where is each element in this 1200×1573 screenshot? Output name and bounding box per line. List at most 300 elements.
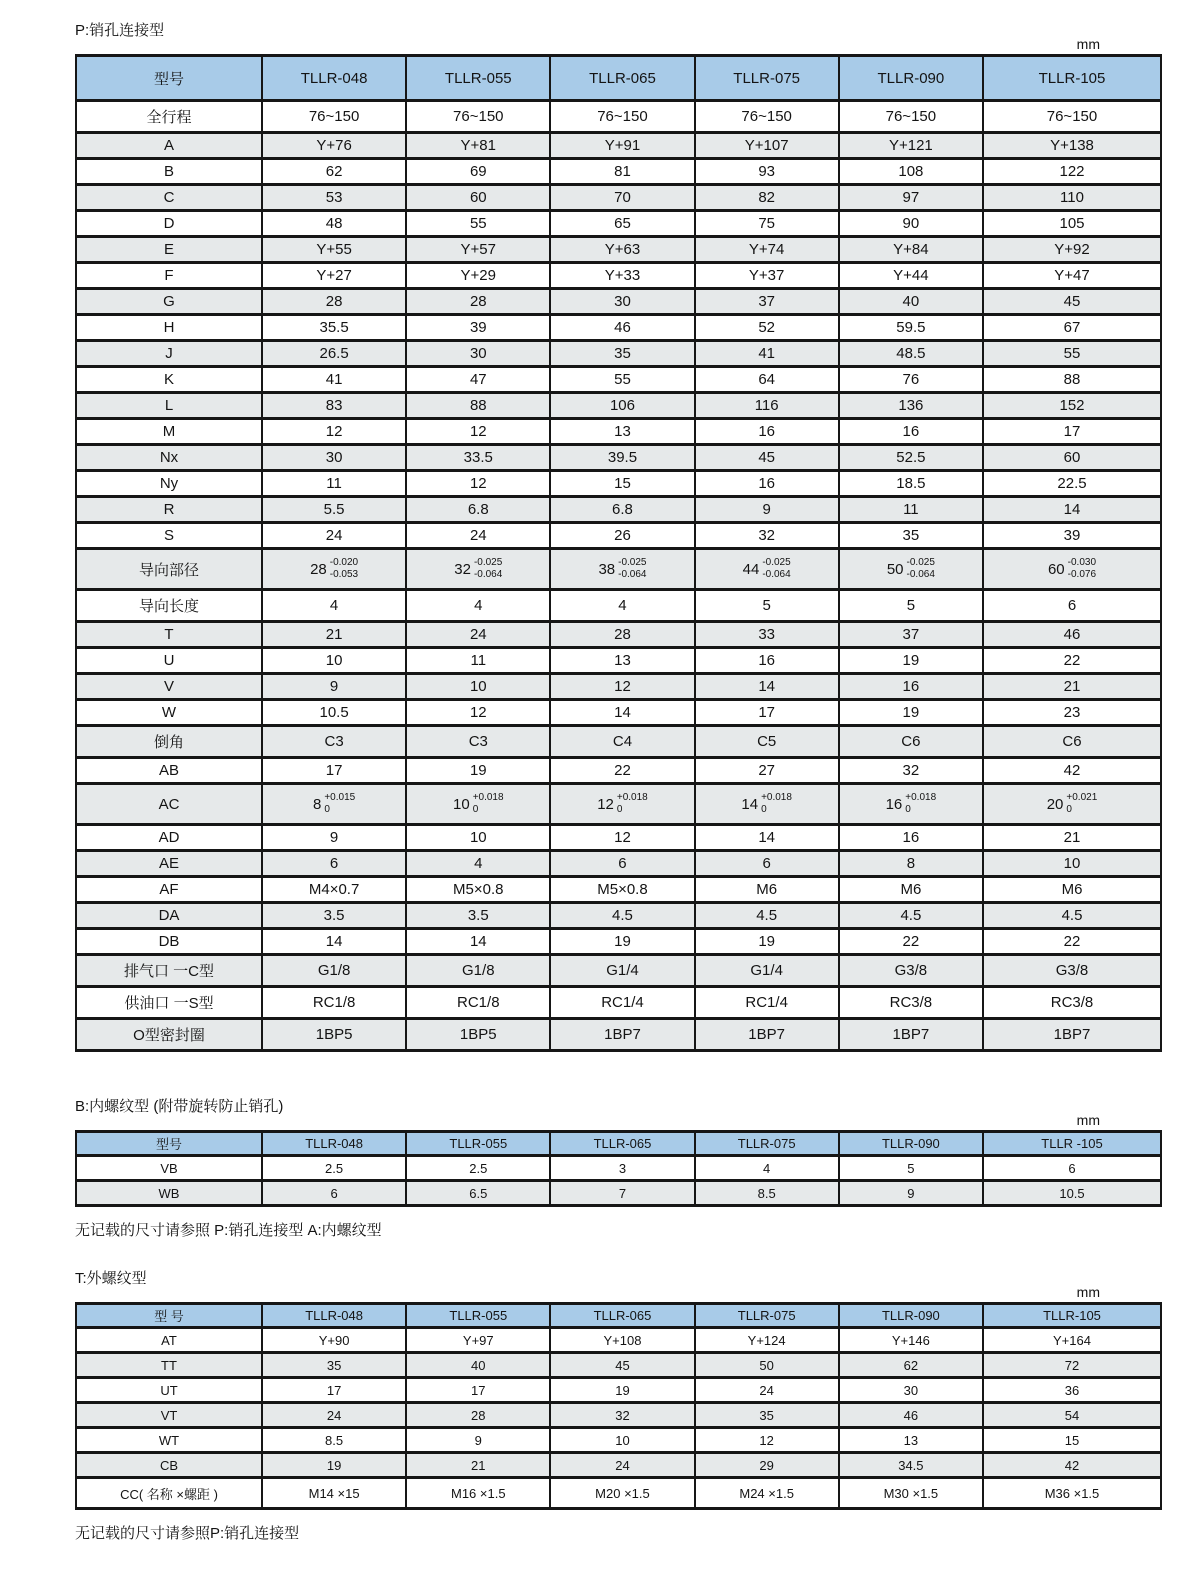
value-cell: 9 — [839, 1181, 983, 1206]
value-cell: 93 — [695, 159, 839, 185]
table-row — [76, 700, 1161, 726]
value-cell: 35 — [839, 523, 983, 549]
table-row — [76, 851, 1161, 877]
value-cell: 62 — [839, 1353, 983, 1378]
value-cell: 2.5 — [262, 1156, 406, 1181]
value-cell: 22 — [983, 648, 1161, 674]
table-row — [76, 1353, 1161, 1378]
table-p-title: P:销孔连接型 — [75, 22, 165, 39]
value-cell: 24 — [550, 1453, 694, 1478]
value-cell: 39 — [406, 315, 550, 341]
value-cell: 82 — [695, 185, 839, 211]
value-cell: 62 — [262, 159, 406, 185]
value-cell: C4 — [550, 726, 694, 758]
row-label: AT — [76, 1328, 262, 1353]
value-cell: 41 — [695, 341, 839, 367]
value-cell: 36 — [983, 1378, 1161, 1403]
value-cell: M30 ×1.5 — [839, 1478, 983, 1509]
table-row — [76, 237, 1161, 263]
table-row — [76, 1156, 1161, 1181]
value-cell: 14 — [983, 497, 1161, 523]
row-label: 导向部径 — [76, 549, 262, 590]
model-header-TLLR-055: TLLR-055 — [406, 56, 550, 101]
table-b-unit-label: mm — [1076, 1111, 1100, 1128]
value-cell: 19 — [262, 1453, 406, 1478]
value-cell: 46 — [550, 315, 694, 341]
value-cell: M14 ×15 — [262, 1478, 406, 1509]
value-cell: 34.5 — [839, 1453, 983, 1478]
value-cell: 17 — [695, 700, 839, 726]
value-cell: 10 — [550, 1428, 694, 1453]
table-row — [76, 315, 1161, 341]
row-label: F — [76, 263, 262, 289]
value-cell: 11 — [262, 471, 406, 497]
value-cell: 2.5 — [406, 1156, 550, 1181]
value-cell: 55 — [550, 367, 694, 393]
value-cell: 10 — [406, 674, 550, 700]
row-label: 导向长度 — [76, 590, 262, 622]
value-cell: 72 — [983, 1353, 1161, 1378]
value-cell: 152 — [983, 393, 1161, 419]
table-row — [76, 929, 1161, 955]
value-cell: 32 — [550, 1403, 694, 1428]
table-t-unit-label: mm — [1076, 1283, 1100, 1300]
model-header-TLLR-065: TLLR-065 — [550, 1304, 694, 1328]
section-external-thread-type — [75, 1270, 1162, 1543]
value-cell: G1/4 — [550, 955, 694, 987]
value-cell: 19 — [839, 648, 983, 674]
value-cell: 76~150 — [839, 101, 983, 133]
value-cell: 14 — [695, 674, 839, 700]
value-cell: 116 — [695, 393, 839, 419]
value-cell: 22 — [983, 929, 1161, 955]
model-column-header: 型号 — [76, 1132, 262, 1156]
value-cell: 33 — [695, 622, 839, 648]
table-row — [76, 549, 1161, 590]
value-cell: 76~150 — [550, 101, 694, 133]
row-label: D — [76, 211, 262, 237]
value-cell: M24 ×1.5 — [695, 1478, 839, 1509]
table-row — [76, 1403, 1161, 1428]
row-label: 全行程 — [76, 101, 262, 133]
value-cell: 30 — [839, 1378, 983, 1403]
row-label: AB — [76, 758, 262, 784]
value-cell: Y+55 — [262, 237, 406, 263]
table-p-unit-label: mm — [1076, 35, 1100, 52]
value-cell: Y+27 — [262, 263, 406, 289]
value-cell: 30 — [262, 445, 406, 471]
value-cell: 6.5 — [406, 1181, 550, 1206]
tolerance-value: 14 +0.018 0 — [741, 792, 792, 815]
value-cell: 14 — [695, 825, 839, 851]
value-cell: 6 — [550, 851, 694, 877]
value-cell: 33.5 — [406, 445, 550, 471]
value-cell: 6.8 — [406, 497, 550, 523]
value-cell: G1/8 — [262, 955, 406, 987]
row-label: VT — [76, 1403, 262, 1428]
table-row — [76, 1328, 1161, 1353]
tolerance-value: 38 -0.025 -0.064 — [598, 557, 647, 580]
value-cell: M16 ×1.5 — [406, 1478, 550, 1509]
value-cell: 7 — [550, 1181, 694, 1206]
value-cell: C6 — [839, 726, 983, 758]
value-cell: 11 — [406, 648, 550, 674]
value-cell: 6.8 — [550, 497, 694, 523]
value-cell: 12 — [695, 1428, 839, 1453]
row-label: AC — [76, 784, 262, 825]
value-cell: 64 — [695, 367, 839, 393]
value-cell: 28 — [406, 1403, 550, 1428]
value-cell — [695, 549, 839, 590]
value-cell: 4.5 — [550, 903, 694, 929]
row-label: L — [76, 393, 262, 419]
value-cell: 5 — [839, 1156, 983, 1181]
value-cell: G3/8 — [983, 955, 1161, 987]
tolerance-value: 60 -0.030 -0.076 — [1047, 557, 1097, 580]
value-cell: 19 — [695, 929, 839, 955]
value-cell: 12 — [550, 674, 694, 700]
model-header-TLLR-075: TLLR-075 — [695, 56, 839, 101]
table-row — [76, 1428, 1161, 1453]
table-t-caption-row — [75, 1270, 1162, 1300]
value-cell: 6 — [983, 590, 1161, 622]
value-cell: C3 — [262, 726, 406, 758]
value-cell: 65 — [550, 211, 694, 237]
value-cell: 24 — [695, 1378, 839, 1403]
value-cell: 76~150 — [406, 101, 550, 133]
header-row — [76, 56, 1161, 101]
value-cell: Y+76 — [262, 133, 406, 159]
model-header-TLLR-075: TLLR-075 — [695, 1132, 839, 1156]
value-cell: 35 — [550, 341, 694, 367]
row-label: W — [76, 700, 262, 726]
value-cell: 16 — [695, 471, 839, 497]
value-cell: 5 — [839, 590, 983, 622]
value-cell: 105 — [983, 211, 1161, 237]
value-cell: 39.5 — [550, 445, 694, 471]
value-cell: 13 — [550, 648, 694, 674]
row-label: DA — [76, 903, 262, 929]
value-cell: Y+92 — [983, 237, 1161, 263]
value-cell: 4.5 — [983, 903, 1161, 929]
value-cell: 5 — [695, 590, 839, 622]
value-cell: 76~150 — [695, 101, 839, 133]
row-label: AF — [76, 877, 262, 903]
value-cell: 108 — [839, 159, 983, 185]
value-cell: 12 — [550, 825, 694, 851]
value-cell: 19 — [406, 758, 550, 784]
value-cell: C6 — [983, 726, 1161, 758]
value-cell: M20 ×1.5 — [550, 1478, 694, 1509]
value-cell: 122 — [983, 159, 1161, 185]
tolerance-value: 8 +0.015 0 — [312, 792, 356, 815]
value-cell: Y+47 — [983, 263, 1161, 289]
value-cell: 21 — [983, 825, 1161, 851]
row-label: A — [76, 133, 262, 159]
value-cell: 35.5 — [262, 315, 406, 341]
row-label: T — [76, 622, 262, 648]
value-cell: 17 — [406, 1378, 550, 1403]
value-cell: 21 — [406, 1453, 550, 1478]
model-header-TLLR-075: TLLR-075 — [695, 1304, 839, 1328]
row-label: 排气口 一C型 — [76, 955, 262, 987]
value-cell: 10 — [983, 851, 1161, 877]
value-cell: 8.5 — [695, 1181, 839, 1206]
section-pin-hole-type — [75, 22, 1162, 1052]
value-cell: 40 — [839, 289, 983, 315]
value-cell: 30 — [406, 341, 550, 367]
value-cell: 30 — [550, 289, 694, 315]
value-cell: RC3/8 — [983, 987, 1161, 1019]
value-cell: 11 — [839, 497, 983, 523]
table-row — [76, 185, 1161, 211]
value-cell: 88 — [406, 393, 550, 419]
row-label: K — [76, 367, 262, 393]
row-label: S — [76, 523, 262, 549]
value-cell: 4.5 — [839, 903, 983, 929]
row-label: H — [76, 315, 262, 341]
value-cell: 76~150 — [262, 101, 406, 133]
table-t-title: T:外螺纹型 — [75, 1270, 147, 1287]
value-cell: Y+74 — [695, 237, 839, 263]
value-cell: G3/8 — [839, 955, 983, 987]
value-cell: M6 — [983, 877, 1161, 903]
value-cell: Y+97 — [406, 1328, 550, 1353]
value-cell: 97 — [839, 185, 983, 211]
value-cell: 9 — [695, 497, 839, 523]
value-cell: 28 — [262, 289, 406, 315]
row-label: CC( 名称 ×螺距 ) — [76, 1478, 262, 1509]
model-header-TLLR-105: TLLR-105 — [983, 56, 1161, 101]
value-cell: 13 — [550, 419, 694, 445]
table-row — [76, 263, 1161, 289]
value-cell: 15 — [983, 1428, 1161, 1453]
row-label: WT — [76, 1428, 262, 1453]
value-cell: RC1/8 — [262, 987, 406, 1019]
value-cell: 32 — [695, 523, 839, 549]
table-row — [76, 211, 1161, 237]
value-cell: 42 — [983, 1453, 1161, 1478]
value-cell: 12 — [262, 419, 406, 445]
value-cell: 37 — [839, 622, 983, 648]
value-cell: M6 — [839, 877, 983, 903]
model-header-TLLR-055: TLLR-055 — [406, 1304, 550, 1328]
value-cell: 45 — [695, 445, 839, 471]
value-cell: 17 — [262, 1378, 406, 1403]
table-row — [76, 1181, 1161, 1206]
value-cell: 47 — [406, 367, 550, 393]
value-cell: 81 — [550, 159, 694, 185]
value-cell: RC1/4 — [550, 987, 694, 1019]
model-header-TLLR-105: TLLR -105 — [983, 1132, 1161, 1156]
row-label: J — [76, 341, 262, 367]
row-label: AD — [76, 825, 262, 851]
value-cell: 26.5 — [262, 341, 406, 367]
table-row — [76, 133, 1161, 159]
value-cell: 53 — [262, 185, 406, 211]
value-cell: 1BP5 — [262, 1019, 406, 1051]
value-cell: Y+138 — [983, 133, 1161, 159]
row-label: CB — [76, 1453, 262, 1478]
value-cell: 4 — [406, 590, 550, 622]
value-cell: 3 — [550, 1156, 694, 1181]
table-row — [76, 419, 1161, 445]
value-cell: Y+57 — [406, 237, 550, 263]
value-cell: 19 — [839, 700, 983, 726]
value-cell: C3 — [406, 726, 550, 758]
value-cell: 83 — [262, 393, 406, 419]
value-cell: C5 — [695, 726, 839, 758]
spec-table-pin-hole — [75, 54, 1162, 1052]
row-label: Ny — [76, 471, 262, 497]
value-cell — [983, 784, 1161, 825]
table-row — [76, 622, 1161, 648]
value-cell: 52 — [695, 315, 839, 341]
value-cell: 88 — [983, 367, 1161, 393]
value-cell: 6 — [983, 1156, 1161, 1181]
value-cell: 90 — [839, 211, 983, 237]
value-cell: 16 — [839, 419, 983, 445]
table-row — [76, 1453, 1161, 1478]
tolerance-value: 20 +0.021 0 — [1046, 792, 1098, 815]
value-cell: 55 — [983, 341, 1161, 367]
table-row — [76, 341, 1161, 367]
table-row — [76, 471, 1161, 497]
value-cell: 10 — [406, 825, 550, 851]
value-cell — [839, 784, 983, 825]
table-row — [76, 1019, 1161, 1051]
value-cell: M4×0.7 — [262, 877, 406, 903]
table-row — [76, 825, 1161, 851]
table-row — [76, 101, 1161, 133]
row-label: M — [76, 419, 262, 445]
value-cell: 24 — [262, 523, 406, 549]
value-cell: 3.5 — [262, 903, 406, 929]
value-cell: 60 — [983, 445, 1161, 471]
value-cell: 10.5 — [983, 1181, 1161, 1206]
value-cell: 5.5 — [262, 497, 406, 523]
table-row — [76, 289, 1161, 315]
value-cell: Y+146 — [839, 1328, 983, 1353]
table-row — [76, 674, 1161, 700]
value-cell: 16 — [839, 825, 983, 851]
value-cell: Y+37 — [695, 263, 839, 289]
value-cell: 42 — [983, 758, 1161, 784]
value-cell: Y+90 — [262, 1328, 406, 1353]
value-cell: 1BP7 — [695, 1019, 839, 1051]
table-row — [76, 726, 1161, 758]
model-header-TLLR-065: TLLR-065 — [550, 1132, 694, 1156]
value-cell: 22 — [550, 758, 694, 784]
value-cell: 6 — [695, 851, 839, 877]
value-cell: 106 — [550, 393, 694, 419]
table-row — [76, 955, 1161, 987]
value-cell: M5×0.8 — [406, 877, 550, 903]
value-cell: 16 — [695, 419, 839, 445]
table-row — [76, 877, 1161, 903]
row-label: O型密封圈 — [76, 1019, 262, 1051]
table-row — [76, 590, 1161, 622]
table-row — [76, 445, 1161, 471]
value-cell: 40 — [406, 1353, 550, 1378]
value-cell: 35 — [695, 1403, 839, 1428]
value-cell: 3.5 — [406, 903, 550, 929]
value-cell — [839, 549, 983, 590]
value-cell: 18.5 — [839, 471, 983, 497]
row-label: AE — [76, 851, 262, 877]
value-cell: 22 — [839, 929, 983, 955]
value-cell: 48.5 — [839, 341, 983, 367]
value-cell: 12 — [406, 700, 550, 726]
table-p-caption-row — [75, 22, 1162, 52]
table-row — [76, 1478, 1161, 1509]
value-cell: 28 — [406, 289, 550, 315]
value-cell — [262, 549, 406, 590]
value-cell: 110 — [983, 185, 1161, 211]
value-cell: 4 — [695, 1156, 839, 1181]
table-row — [76, 648, 1161, 674]
value-cell: 9 — [406, 1428, 550, 1453]
row-label: E — [76, 237, 262, 263]
value-cell — [983, 549, 1161, 590]
value-cell: Y+84 — [839, 237, 983, 263]
value-cell: 4.5 — [695, 903, 839, 929]
value-cell: 16 — [839, 674, 983, 700]
tolerance-value: 28 -0.020 -0.053 — [310, 557, 359, 580]
value-cell: 21 — [983, 674, 1161, 700]
spec-table-external-thread — [75, 1302, 1162, 1510]
value-cell: 69 — [406, 159, 550, 185]
value-cell: 52.5 — [839, 445, 983, 471]
value-cell: M36 ×1.5 — [983, 1478, 1161, 1509]
model-header-TLLR-090: TLLR-090 — [839, 56, 983, 101]
value-cell: 21 — [262, 622, 406, 648]
value-cell: RC3/8 — [839, 987, 983, 1019]
value-cell: Y+121 — [839, 133, 983, 159]
model-header-TLLR-090: TLLR-090 — [839, 1304, 983, 1328]
row-label: 供油口 一S型 — [76, 987, 262, 1019]
value-cell: 27 — [695, 758, 839, 784]
model-header-TLLR-048: TLLR-048 — [262, 1132, 406, 1156]
table-t-footnote: 无记载的尺寸请参照P:销孔连接型 — [75, 1525, 300, 1542]
value-cell: 24 — [406, 523, 550, 549]
value-cell: 15 — [550, 471, 694, 497]
value-cell: 45 — [983, 289, 1161, 315]
value-cell: 24 — [262, 1403, 406, 1428]
value-cell: 76~150 — [983, 101, 1161, 133]
tolerance-value: 50 -0.025 -0.064 — [886, 557, 935, 580]
row-label: V — [76, 674, 262, 700]
tolerance-value: 32 -0.025 -0.064 — [454, 557, 503, 580]
row-label: C — [76, 185, 262, 211]
table-row — [76, 903, 1161, 929]
value-cell: 17 — [262, 758, 406, 784]
value-cell — [550, 549, 694, 590]
value-cell: Y+91 — [550, 133, 694, 159]
tolerance-value: 16 +0.018 0 — [885, 792, 937, 815]
value-cell: 1BP7 — [550, 1019, 694, 1051]
value-cell — [406, 784, 550, 825]
model-column-header: 型号 — [76, 56, 262, 101]
value-cell: 8 — [839, 851, 983, 877]
row-label: DB — [76, 929, 262, 955]
value-cell: 19 — [550, 929, 694, 955]
value-cell: 14 — [262, 929, 406, 955]
value-cell: 45 — [550, 1353, 694, 1378]
value-cell: 28 — [550, 622, 694, 648]
value-cell — [695, 784, 839, 825]
value-cell: M5×0.8 — [550, 877, 694, 903]
